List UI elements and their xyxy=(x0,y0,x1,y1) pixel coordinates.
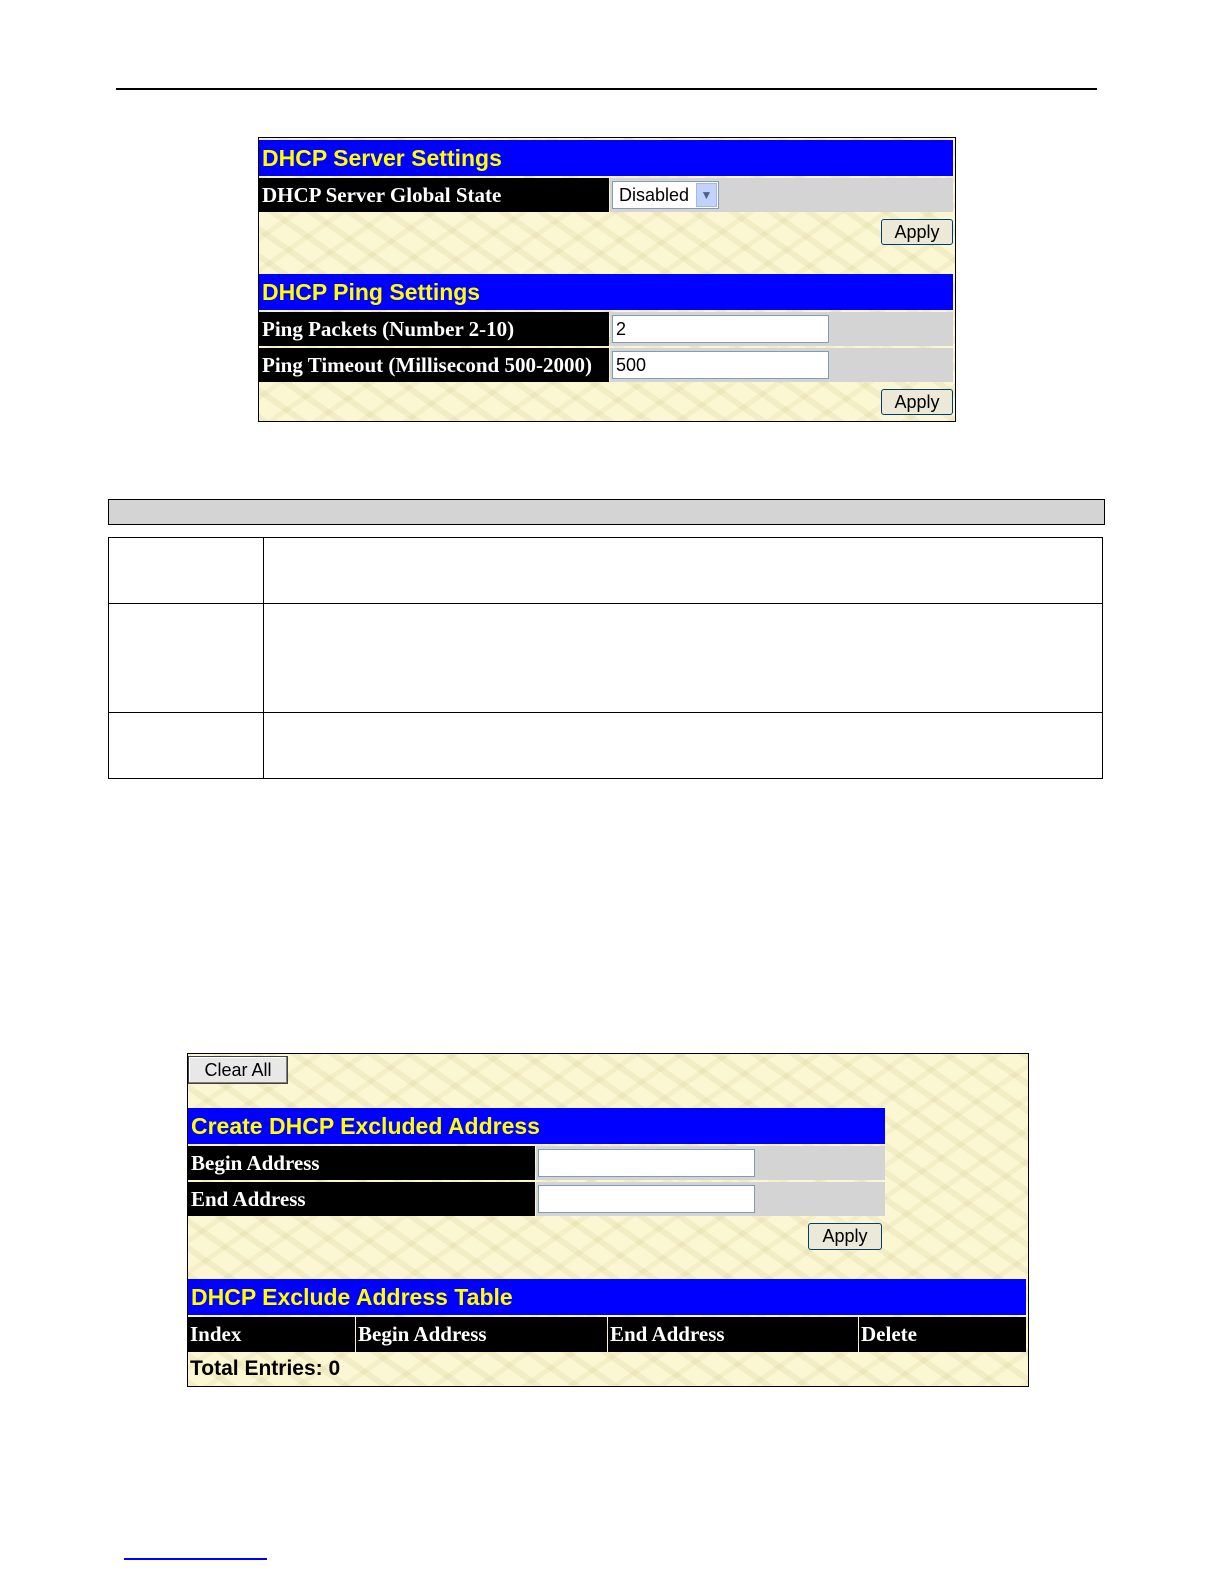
column-header-delete: Delete xyxy=(859,1317,1026,1352)
ping-apply-button[interactable]: Apply xyxy=(881,389,953,415)
table-cell xyxy=(109,604,264,712)
begin-address-input[interactable] xyxy=(538,1149,755,1177)
chevron-down-icon[interactable]: ▼ xyxy=(696,183,717,207)
parameter-description-table xyxy=(108,537,1103,779)
ping-timeout-label: Ping Timeout (Millisecond 500-2000) xyxy=(259,348,609,382)
create-excluded-address-title: Create DHCP Excluded Address xyxy=(188,1108,885,1144)
global-state-value: Disabled xyxy=(619,185,690,205)
end-address-label: End Address xyxy=(188,1182,535,1216)
dhcp-ping-settings-title: DHCP Ping Settings xyxy=(259,274,953,310)
server-apply-button[interactable]: Apply xyxy=(881,219,953,245)
ping-packets-input[interactable]: 2 xyxy=(612,315,829,343)
global-state-label: DHCP Server Global State xyxy=(259,178,609,212)
parameter-table-header xyxy=(108,499,1105,525)
footer-link-underline xyxy=(124,1558,267,1560)
table-row xyxy=(109,538,1102,604)
column-header-end-address: End Address xyxy=(608,1317,858,1352)
page-header-rule xyxy=(116,88,1097,90)
dhcp-excluded-address-panel xyxy=(187,1053,1029,1387)
table-cell xyxy=(109,538,264,603)
exclude-apply-button[interactable]: Apply xyxy=(808,1223,882,1250)
dhcp-server-settings-title: DHCP Server Settings xyxy=(259,140,953,176)
total-entries-text: Total Entries: 0 xyxy=(190,1357,341,1380)
global-state-select[interactable] xyxy=(612,181,719,209)
end-address-input[interactable] xyxy=(538,1185,755,1213)
ping-packets-label: Ping Packets (Number 2-10) xyxy=(259,312,609,346)
table-row xyxy=(109,604,1102,713)
clear-all-button[interactable]: Clear All xyxy=(188,1056,288,1084)
column-header-begin-address: Begin Address xyxy=(356,1317,607,1352)
column-header-index: Index xyxy=(188,1317,355,1352)
table-row xyxy=(109,713,1102,778)
begin-address-label: Begin Address xyxy=(188,1146,535,1180)
table-cell xyxy=(109,713,264,778)
exclude-address-table-title: DHCP Exclude Address Table xyxy=(188,1279,1026,1315)
dhcp-server-settings-panel xyxy=(258,137,956,422)
ping-timeout-input[interactable]: 500 xyxy=(612,351,829,379)
